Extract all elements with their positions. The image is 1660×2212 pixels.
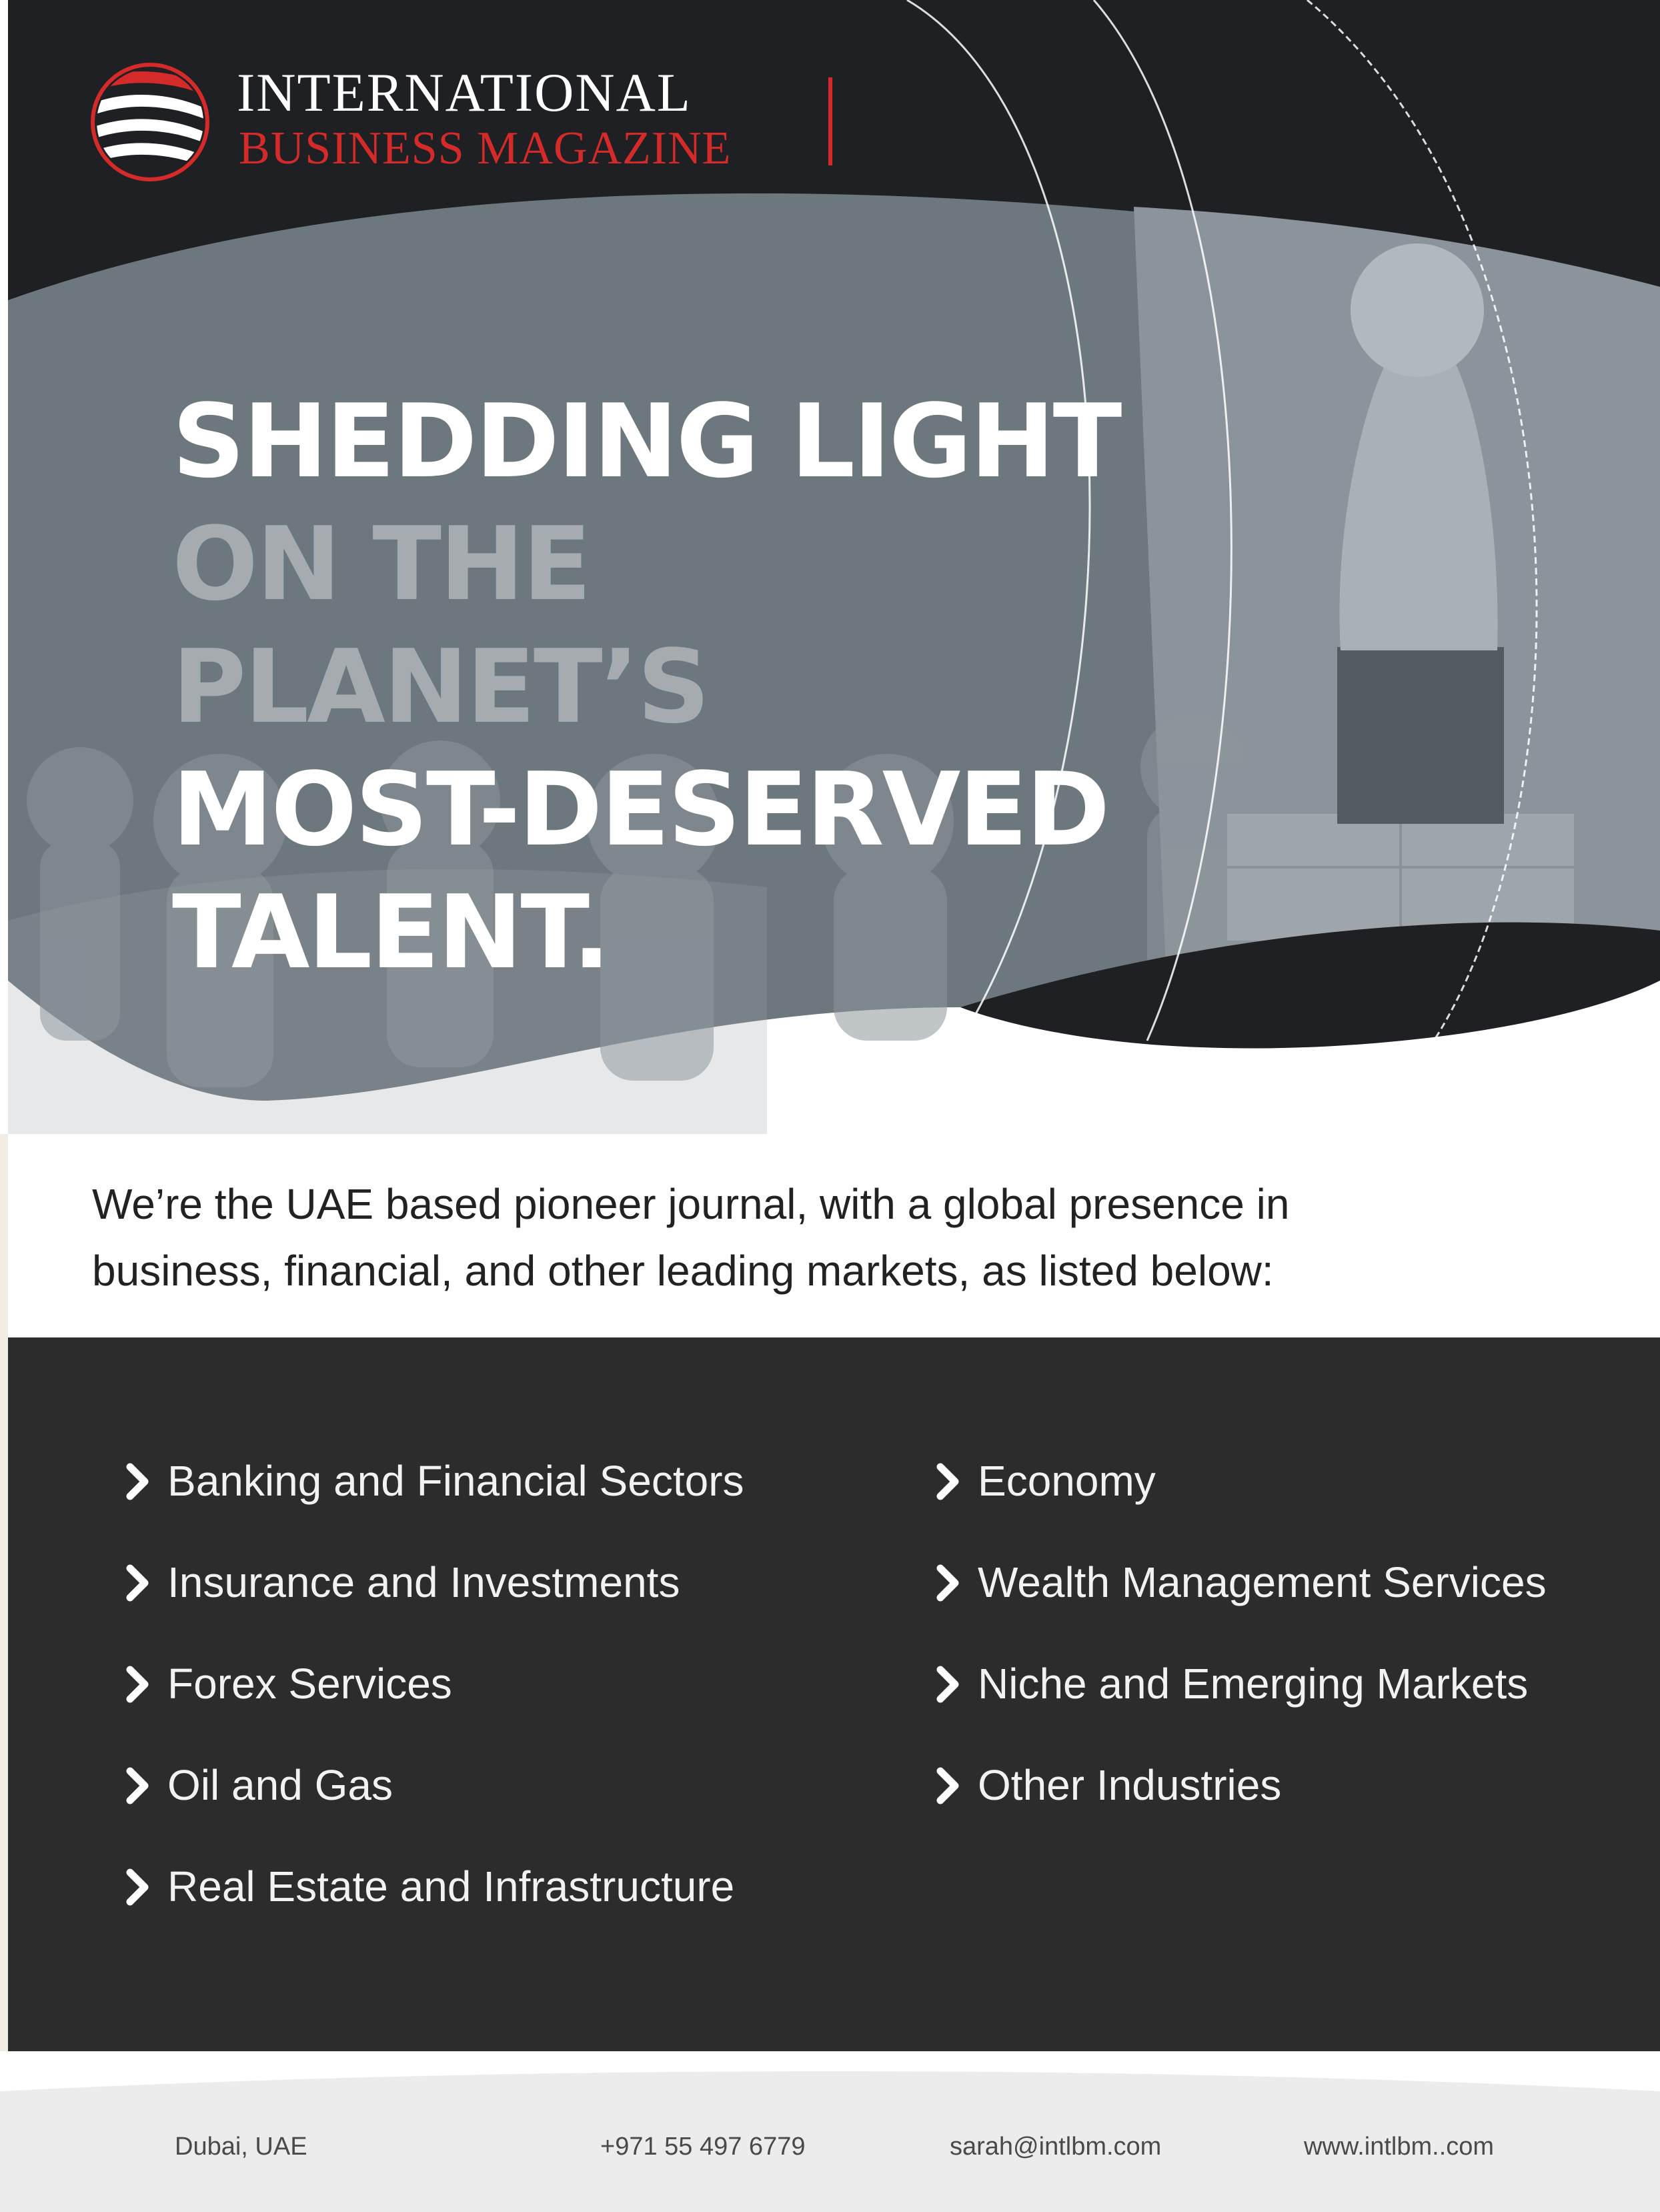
chevron-right-icon	[123, 1766, 153, 1806]
brand-logo[interactable]	[87, 59, 780, 185]
chevron-right-icon	[934, 1563, 963, 1603]
market-label: Real Estate and Infrastructure	[167, 1862, 735, 1910]
chevron-right-icon	[123, 1664, 153, 1704]
market-label: Insurance and Investments	[167, 1558, 680, 1606]
footer-background	[0, 2051, 1660, 2212]
market-label: Niche and Emerging Markets	[978, 1660, 1529, 1708]
headline-line-4: MOST-DESERVED	[172, 750, 1108, 869]
markets-list-right	[934, 1451, 1547, 1856]
chevron-right-icon	[123, 1462, 153, 1502]
intro-line-1: We’re the UAE based pioneer journal, with a global presence in	[92, 1180, 1290, 1228]
list-item	[123, 1552, 744, 1654]
list-item	[123, 1654, 744, 1755]
markets-list-left	[123, 1451, 744, 1958]
footer-email[interactable]: sarah@intlbm.com	[950, 2133, 1162, 2161]
chevron-right-icon	[123, 1867, 153, 1907]
list-item	[934, 1451, 1547, 1552]
headline-line-2: ON THE	[172, 505, 590, 623]
chevron-right-icon	[934, 1664, 963, 1704]
market-label: Other Industries	[978, 1761, 1282, 1809]
intro-line-2: business, financial, and other leading markets, as listed below:	[92, 1247, 1274, 1295]
market-label: Economy	[978, 1457, 1156, 1505]
chevron-right-icon	[123, 1563, 153, 1603]
list-item	[123, 1451, 744, 1552]
chevron-right-icon	[934, 1766, 963, 1806]
list-item	[934, 1755, 1547, 1856]
footer-location: Dubai, UAE	[175, 2133, 307, 2161]
brand-name-line1: INTERNATIONAL	[237, 62, 692, 123]
footer-phone[interactable]: +971 55 497 6779	[600, 2133, 806, 2161]
headline-line-3: PLANET’S	[172, 628, 708, 746]
market-label: Oil and Gas	[167, 1761, 393, 1809]
headline-line-5: TALENT.	[172, 873, 609, 991]
list-item	[934, 1552, 1547, 1654]
striped-globe-icon	[87, 59, 213, 185]
intro-text	[92, 1171, 1593, 1304]
chevron-right-icon	[934, 1462, 963, 1502]
brand-name-line2: BUSINESS MAGAZINE	[239, 123, 732, 174]
market-label: Forex Services	[167, 1660, 452, 1708]
headline-line-1: SHEDDING LIGHT	[172, 382, 1120, 500]
list-item	[123, 1856, 744, 1958]
list-item	[123, 1755, 744, 1856]
list-item	[934, 1654, 1547, 1755]
footer-website[interactable]: www.intlbm..com	[1304, 2133, 1495, 2161]
market-label: Banking and Financial Sectors	[167, 1457, 744, 1505]
headline	[172, 380, 1306, 994]
footer	[0, 2051, 1660, 2212]
logo-divider	[828, 77, 832, 165]
market-label: Wealth Management Services	[978, 1558, 1547, 1606]
